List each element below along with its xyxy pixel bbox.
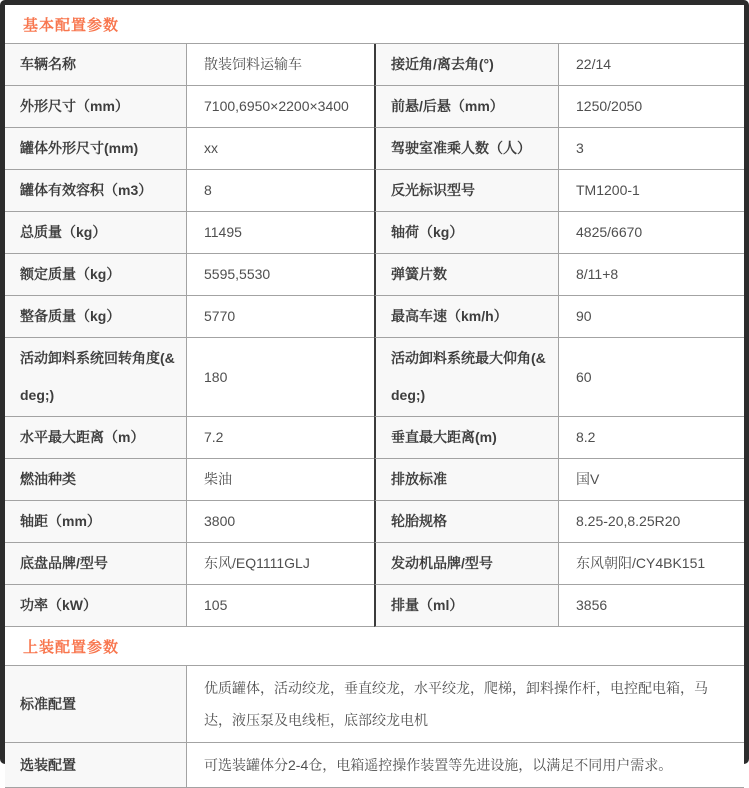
spec-value: TM1200-1 — [559, 170, 744, 212]
spec-value: 60 — [559, 338, 744, 417]
spec-label: 轴荷（kg） — [374, 212, 559, 254]
spec-value: 1250/2050 — [559, 86, 744, 128]
basic-section-header — [5, 5, 744, 44]
spec-value: 8.2 — [559, 417, 744, 459]
spec-label: 罐体外形尺寸(mm) — [5, 128, 187, 170]
upper-section-header — [5, 627, 744, 666]
spec-value: 东风/EQ1111GLJ — [187, 543, 374, 585]
spec-label: 排放标准 — [374, 459, 559, 501]
spec-value: 4825/6670 — [559, 212, 744, 254]
spec-label: 驾驶室准乘人数（人） — [374, 128, 559, 170]
spec-value: 优质罐体，活动绞龙，垂直绞龙，水平绞龙，爬梯，卸料操作杆，电控配电箱，马达，液压泵及电线柜，底部绞龙电机 — [187, 666, 744, 743]
spec-label: 底盘品牌/型号 — [5, 543, 187, 585]
spec-label: 总质量（kg） — [5, 212, 187, 254]
spec-value: 7.2 — [187, 417, 374, 459]
spec-value: 11495 — [187, 212, 374, 254]
spec-label: 水平最大距离（m） — [5, 417, 187, 459]
spec-value: 5595,5530 — [187, 254, 374, 296]
spec-label: 轮胎规格 — [374, 501, 559, 543]
spec-label: 功率（kW） — [5, 585, 187, 627]
spec-label: 垂直最大距离(m) — [374, 417, 559, 459]
spec-value: 3800 — [187, 501, 374, 543]
spec-value: 可选装罐体分2-4仓，电箱遥控操作装置等先进设施，以满足不同用户需求。 — [187, 743, 744, 788]
spec-value: 5770 — [187, 296, 374, 338]
upper-spec-table — [5, 666, 744, 788]
spec-label: 弹簧片数 — [374, 254, 559, 296]
basic-section-title: 基本配置参数 — [23, 16, 120, 34]
spec-label: 额定质量（kg） — [5, 254, 187, 296]
spec-value: 180 — [187, 338, 374, 417]
spec-value: 8/11+8 — [559, 254, 744, 296]
spec-label: 活动卸料系统最大仰角(&deg;) — [374, 338, 559, 417]
spec-label: 接近角/离去角(°) — [374, 44, 559, 86]
spec-value: 105 — [187, 585, 374, 627]
spec-value: 国V — [559, 459, 744, 501]
spec-value: 90 — [559, 296, 744, 338]
spec-label: 最高车速（km/h） — [374, 296, 559, 338]
spec-value: 7100,6950×2200×3400 — [187, 86, 374, 128]
spec-value: 东风朝阳/CY4BK151 — [559, 543, 744, 585]
spec-label: 选装配置 — [5, 743, 187, 788]
spec-value: 散装饲料运输车 — [187, 44, 374, 86]
spec-label: 车辆名称 — [5, 44, 187, 86]
spec-label: 前悬/后悬（mm） — [374, 86, 559, 128]
spec-value: 3856 — [559, 585, 744, 627]
spec-value: 8 — [187, 170, 374, 212]
spec-label: 整备质量（kg） — [5, 296, 187, 338]
spec-label: 反光标识型号 — [374, 170, 559, 212]
spec-value: xx — [187, 128, 374, 170]
spec-label: 外形尺寸（mm） — [5, 86, 187, 128]
spec-label: 排量（ml） — [374, 585, 559, 627]
basic-spec-table — [5, 44, 744, 627]
spec-label: 标准配置 — [5, 666, 187, 743]
spec-label: 燃油种类 — [5, 459, 187, 501]
spec-value: 柴油 — [187, 459, 374, 501]
spec-label: 轴距（mm） — [5, 501, 187, 543]
spec-label: 发动机品牌/型号 — [374, 543, 559, 585]
spec-value: 3 — [559, 128, 744, 170]
spec-label: 罐体有效容积（m3） — [5, 170, 187, 212]
upper-section-title: 上装配置参数 — [23, 638, 120, 656]
spec-value: 8.25-20,8.25R20 — [559, 501, 744, 543]
spec-label: 活动卸料系统回转角度(&deg;) — [5, 338, 187, 417]
spec-value: 22/14 — [559, 44, 744, 86]
